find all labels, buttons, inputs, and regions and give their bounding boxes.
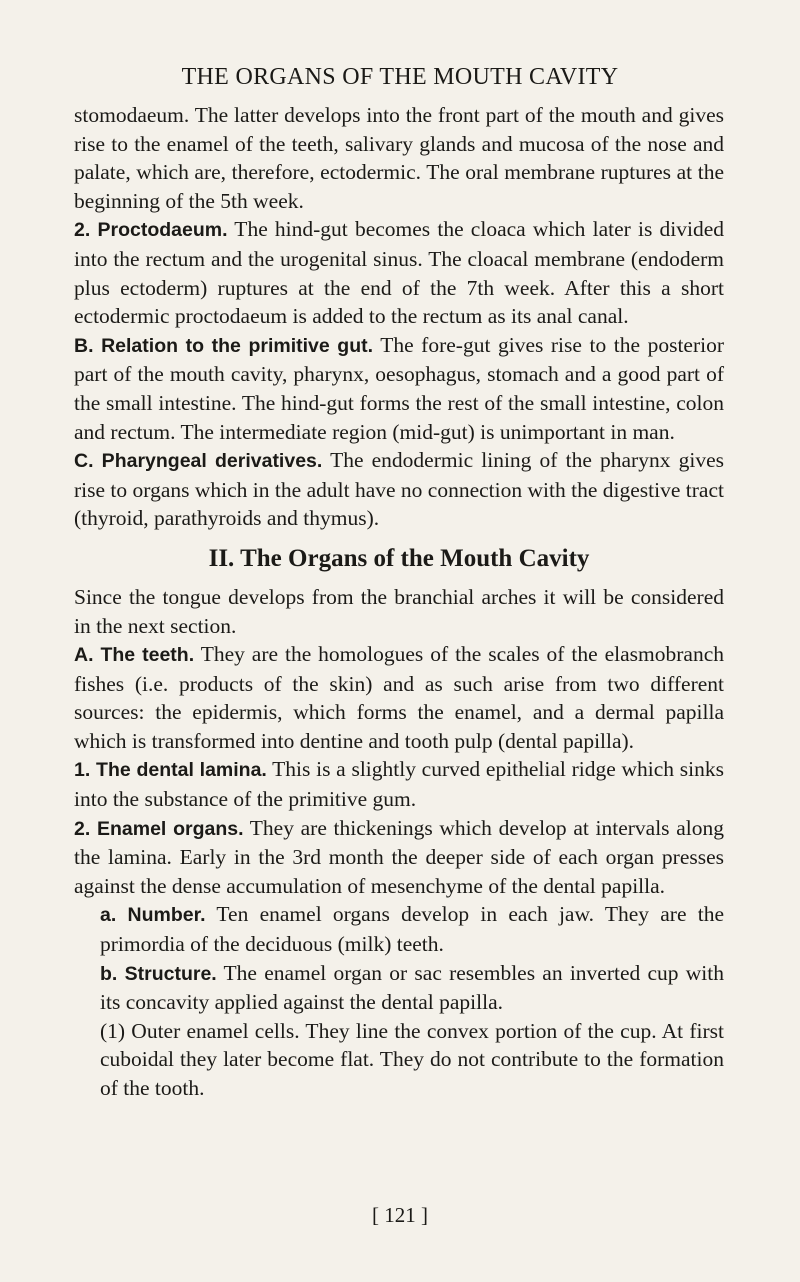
paragraph-text: The endodermic lining of the pharynx gives rise to organs which in the adult have no connection with the digestive tract (thyroid, parathyroids and thymus).	[74, 448, 724, 531]
paragraph-lead: a. Number.	[100, 904, 206, 927]
page-body	[74, 101, 724, 1103]
paragraph-dental-lamina	[74, 755, 724, 813]
paragraph-text: The enamel organ or sac resembles an inverted cup with its concavity applied against the dental papilla.	[100, 960, 724, 1015]
paragraph-structure	[74, 959, 724, 1017]
paragraph-enamel-organs	[74, 814, 724, 901]
paragraph-relation-primitive-gut	[74, 331, 724, 446]
section-heading: II. The Organs of the Mouth Cavity	[208, 544, 590, 572]
paragraph-pharyngeal-derivatives	[74, 446, 724, 533]
paragraph-text: This is a slightly curved epithelial ridge which sinks into the substance of the primitive gum.	[74, 757, 724, 812]
paragraph-teeth	[74, 640, 724, 755]
paragraph-text: The hind-gut becomes the cloaca which later is divided into the rectum and the urogenital sinus. The cloacal membrane (endoderm plus ectoderm) ruptures at the end of the 7th week. After this a short ectodermic proctodaeum is added to the rectum as its anal canal.	[74, 217, 724, 329]
paragraph-number	[74, 900, 724, 958]
paragraph-proctodaeum	[74, 215, 724, 330]
paragraph-text: (1) Outer enamel cells. They line the convex portion of the cup. At first cuboidal they later become flat. They do not contribute to the formation of the tooth.	[100, 1018, 724, 1100]
paragraph-text: Ten enamel organs develop in each jaw. They are the primordia of the deciduous (milk) teeth.	[100, 902, 725, 957]
paragraph-outer-enamel-cells	[74, 1017, 724, 1103]
paragraph-tongue-note	[74, 583, 724, 640]
paragraph-lead: b. Structure.	[100, 962, 217, 985]
paragraph-text: The fore-gut gives rise to the posterior part of the mouth cavity, pharynx, oesophagus, stomach and a good part of the small intestine. The hind-gut forms the rest of the small intestine, colon and rectum. The intermediate region (mid-gut) is unimportant in man.	[74, 332, 724, 444]
page-number: [ 121 ]	[372, 1203, 428, 1227]
paragraph-text: They are the homologues of the scales of the elasmobranch fishes (i.e. products of the skin) and as such arise from two different sources: the epidermis, which forms the enamel, and a dermal papilla which is transformed into dentine and tooth pulp (dental papilla).	[74, 642, 724, 753]
running-head: THE ORGANS OF THE MOUTH CAVITY	[181, 64, 619, 90]
paragraph-lead: B. Relation to the primitive gut.	[74, 334, 374, 357]
paragraph-lead: 2. Proctodaeum.	[74, 219, 228, 242]
paragraph-text: Since the tongue develops from the branchial arches it will be considered in the next section.	[74, 584, 724, 638]
paragraph-stomodaeum-continued	[74, 101, 724, 215]
paragraph-lead: C. Pharyngeal derivatives.	[74, 450, 323, 473]
paragraph-lead: 2. Enamel organs.	[74, 817, 244, 840]
paragraph-lead: 1. The dental lamina.	[74, 759, 267, 782]
paragraph-text: stomodaeum. The latter develops into the front part of the mouth and gives rise to the enamel of the teeth, salivary glands and mucosa of the nose and palate, which are, therefore, ectodermic. The oral membrane ruptures at the beginning of the 5th week.	[74, 103, 724, 213]
paragraph-lead: A. The teeth.	[74, 644, 195, 667]
paragraph-text: They are thickenings which develop at intervals along the lamina. Early in the 3rd month the deeper side of each organ presses against the dense accumulation of mesenchyme of the dental papilla.	[74, 815, 724, 898]
